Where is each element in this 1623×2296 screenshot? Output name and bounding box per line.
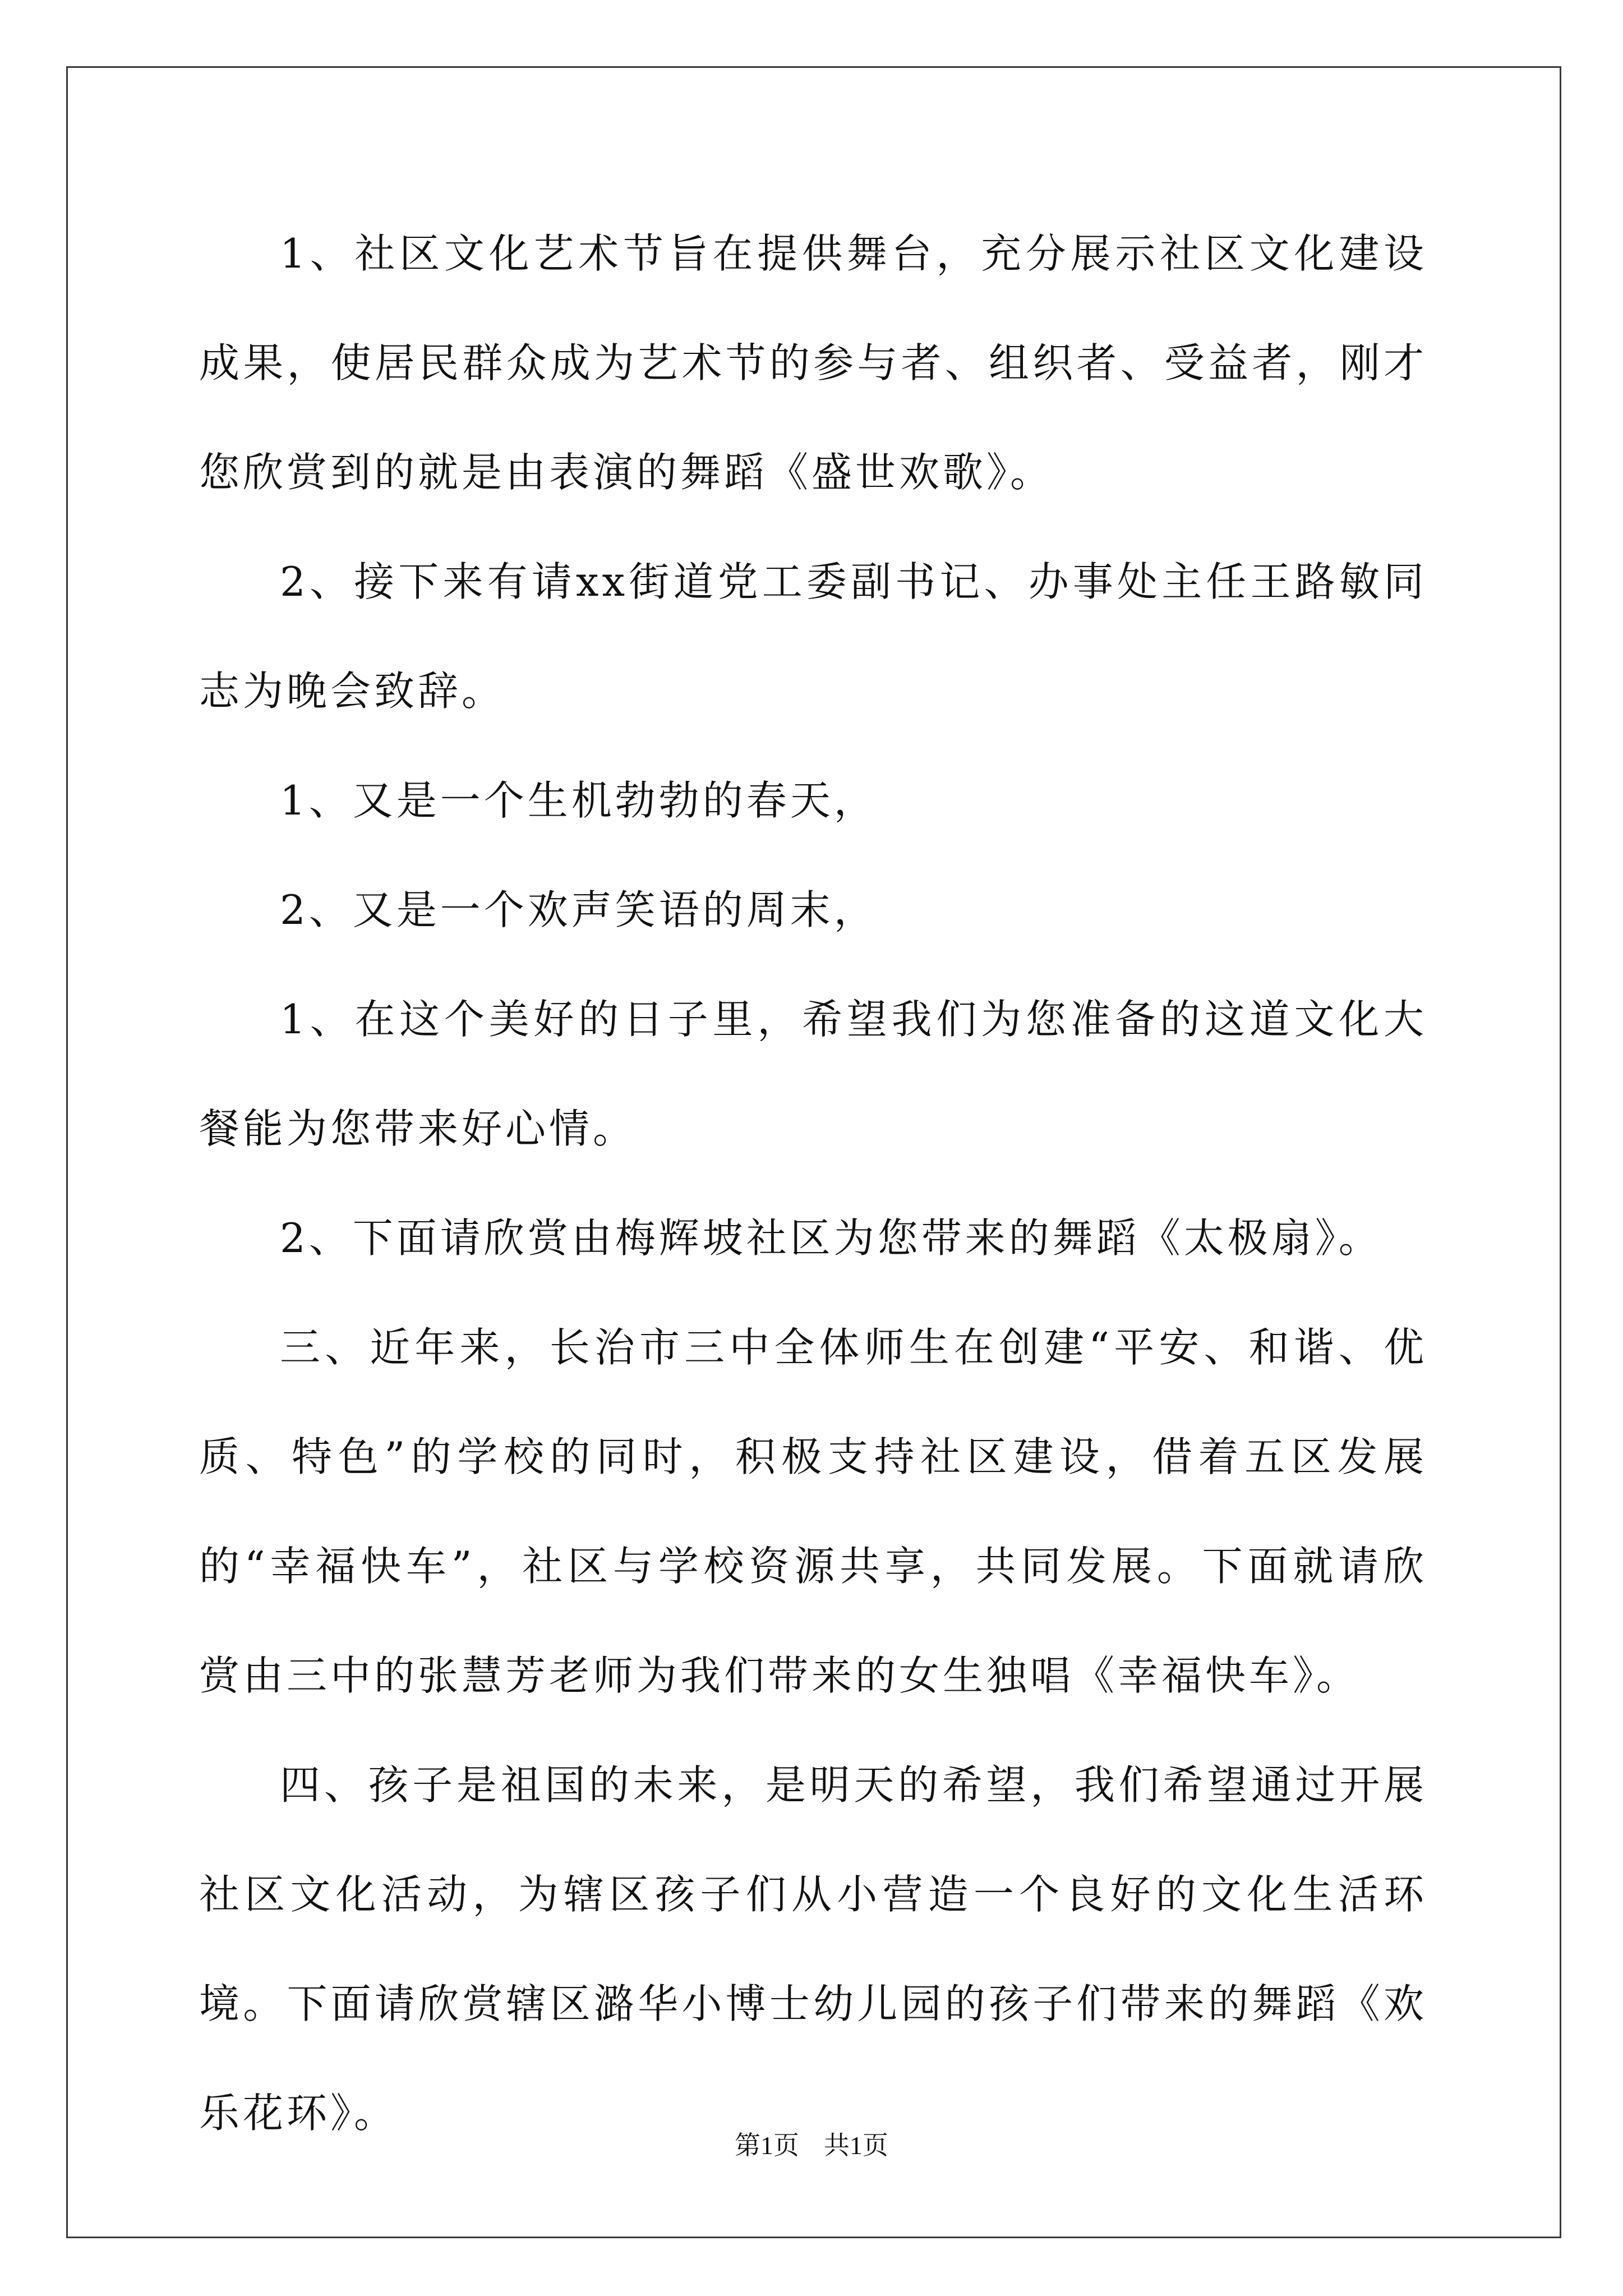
paragraph: 1、在这个美好的日子里，希望我们为您准备的这道文化大餐能为您带来好心情。 [199, 996, 1427, 1152]
paragraph: 1、又是一个生机勃勃的春天， [280, 777, 878, 824]
document-body [199, 199, 1427, 2168]
paragraph: 2、又是一个欢声笑语的周末， [280, 886, 878, 933]
paragraph: 2、接下来有请xx街道党工委副书记、办事处主任王路敏同志为晚会致辞。 [199, 558, 1427, 715]
paragraph: 三、近年来，长治市三中全体师生在创建“平安、和谐、优质、特色”的学校的同时，积极支持社区建设，借着五区发展的“幸福快车”，社区与学校资源共享，共同发展。下面就请欣赏由三中的张慧芳老师为我们带来的女生独唱《幸福快车》。 [199, 1324, 1427, 1699]
paragraph: 1、社区文化艺术节旨在提供舞台，充分展示社区文化建设成果，使居民群众成为艺术节的参与者、组织者、受益者，刚才您欣赏到的就是由表演的舞蹈《盛世欢歌》。 [199, 230, 1427, 496]
paragraph: 2、下面请欣赏由梅辉坡社区为您带来的舞蹈《太极扇》。 [280, 1214, 1382, 1262]
page-total: 共1页 [824, 2131, 888, 2160]
paragraph: 四、孩子是祖国的未来，是明天的希望，我们希望通过开展社区文化活动，为辖区孩子们从小营造一个良好的文化生活环境。下面请欣赏辖区潞华小博士幼儿园的孩子们带来的舞蹈《欢乐花环》。 [199, 1761, 1427, 2137]
page-number: 第1页 [735, 2131, 799, 2160]
page-footer [0, 2129, 1623, 2162]
